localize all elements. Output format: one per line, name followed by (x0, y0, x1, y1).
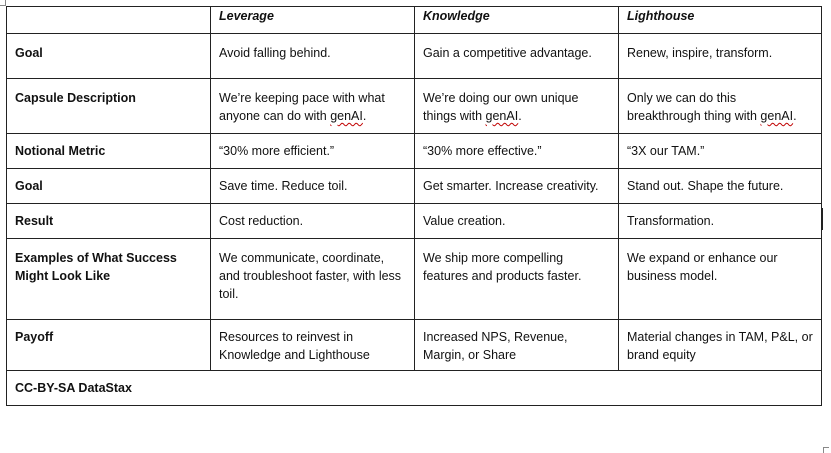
header-lighthouse: Lighthouse (619, 7, 822, 34)
cell-knowledge: Get smarter. Increase creativity. (415, 169, 619, 204)
cell-knowledge (415, 79, 619, 134)
cell-lighthouse: Stand out. Shape the future. (619, 169, 822, 204)
canvas-corner-bottom-right (823, 447, 829, 453)
license-footer: CC-BY-SA DataStax (7, 371, 822, 406)
cell-lighthouse: Renew, inspire, transform. (619, 34, 822, 79)
header-knowledge: Knowledge (415, 7, 619, 34)
cell-leverage (211, 79, 415, 134)
cell-knowledge: Value creation. (415, 204, 619, 239)
row-label-capsule-description: Capsule Description (7, 79, 211, 134)
cell-leverage: Cost reduction. (211, 204, 415, 239)
cell-text-end: . (518, 109, 522, 123)
table-row (7, 239, 822, 320)
cell-leverage: We communicate, coordinate, and troubleshoot faster, with less toil. (211, 239, 415, 320)
cell-lighthouse: Transformation. (619, 204, 822, 239)
cell-text: We’re keeping pace with what anyone can do with (219, 91, 385, 123)
cell-knowledge: Increased NPS, Revenue, Margin, or Share (415, 320, 619, 371)
table-row (7, 79, 822, 134)
row-label-notional-metric: Notional Metric (7, 134, 211, 169)
table-row (7, 320, 822, 371)
footer-row (7, 371, 822, 406)
cell-knowledge: Gain a competitive advantage. (415, 34, 619, 79)
spellcheck-flagged-word[interactable]: genAI (485, 109, 519, 123)
table-row (7, 204, 822, 239)
table-row (7, 134, 822, 169)
spellcheck-flagged-word[interactable]: genAI (760, 109, 794, 123)
cell-text-end: . (362, 109, 367, 123)
table-row (7, 169, 822, 204)
row-label-result: Result (7, 204, 211, 239)
header-row (7, 7, 822, 34)
row-label-payoff: Payoff (7, 320, 211, 371)
cell-leverage: Avoid falling behind. (211, 34, 415, 79)
cell-leverage: Save time. Reduce toil. (211, 169, 415, 204)
text-cursor-marker (822, 208, 823, 230)
cell-lighthouse: Material changes in TAM, P&L, or brand equity (619, 320, 822, 371)
header-leverage: Leverage (211, 7, 415, 34)
cell-text: Only we can do this breakthrough thing with (627, 91, 761, 123)
cell-knowledge: “30% more effective.” (415, 134, 619, 169)
row-label-goal-2: Goal (7, 169, 211, 204)
cell-text: We’re doing our own unique things with (423, 91, 579, 123)
spellcheck-flagged-word[interactable]: genAI (330, 109, 363, 123)
cell-leverage: Resources to reinvest in Knowledge and Lighthouse (211, 320, 415, 371)
row-label-examples: Examples of What Success Might Look Like (7, 239, 211, 320)
header-empty-cell (7, 7, 211, 34)
cell-knowledge: We ship more compelling features and products faster. (415, 239, 619, 320)
cell-lighthouse: We expand or enhance our business model. (619, 239, 822, 320)
cell-text-end: . (793, 109, 797, 123)
row-label-goal: Goal (7, 34, 211, 79)
cell-lighthouse: “3X our TAM.” (619, 134, 822, 169)
framework-table (6, 6, 822, 406)
table-row (7, 34, 822, 79)
cell-leverage: “30% more efficient.” (211, 134, 415, 169)
cell-lighthouse (619, 79, 822, 134)
